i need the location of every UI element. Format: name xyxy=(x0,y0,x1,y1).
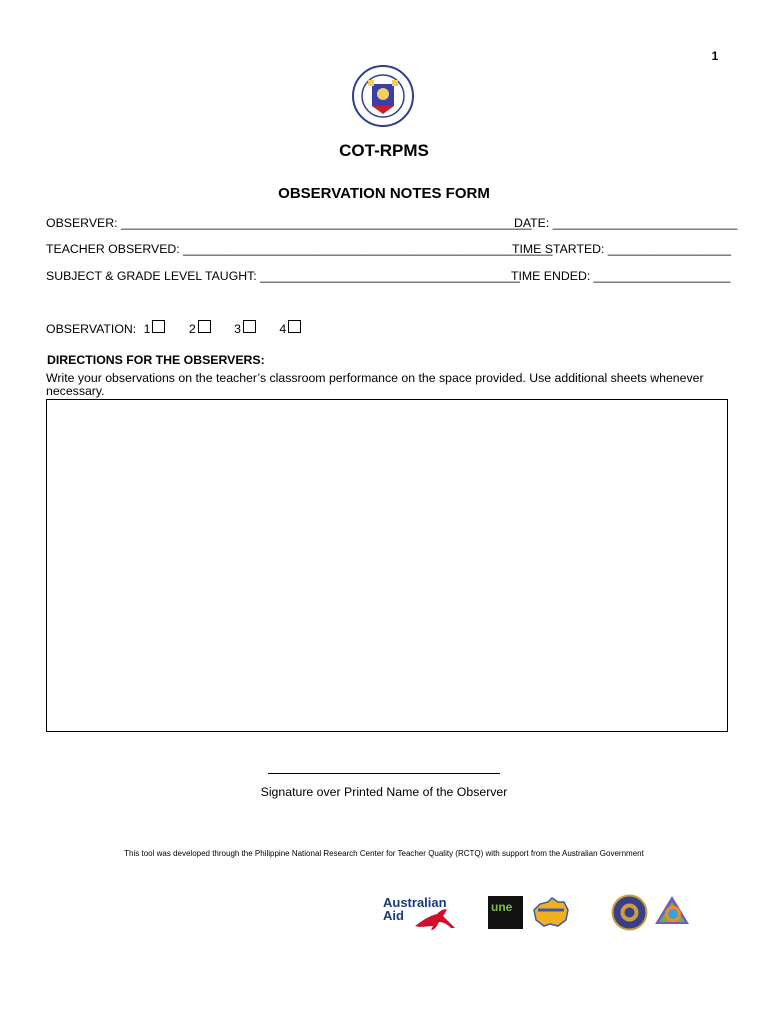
credit-text: This tool was developed through the Philippine National Research Center for Teacher Quality (RCTQ) with support from the Australian Government xyxy=(124,849,644,858)
australia-map-logo xyxy=(530,896,572,930)
australian-aid-line2: Aid xyxy=(383,908,404,923)
observation-option-3-label: 3 xyxy=(234,321,241,336)
observation-row xyxy=(46,321,321,336)
time-ended-field[interactable]: TIME ENDED: ____________________ xyxy=(511,269,731,283)
observation-option-4-label: 4 xyxy=(279,321,287,336)
observation-option-2-label: 2 xyxy=(188,321,196,336)
form-subtitle: OBSERVATION NOTES FORM xyxy=(278,185,490,202)
observation-checkbox-2[interactable] xyxy=(198,320,211,333)
observation-checkbox-3[interactable] xyxy=(243,320,256,333)
observation-label: OBSERVATION: xyxy=(46,321,137,336)
australian-aid-logo xyxy=(383,896,459,932)
time-started-field[interactable]: TIME STARTED: __________________ xyxy=(512,242,731,256)
signature-line[interactable] xyxy=(268,773,500,774)
observer-field[interactable]: OBSERVER: ____________________________________________________________ xyxy=(46,216,532,230)
directions-text: Write your observations on the teacher’s classroom performance on the space provided. Use additional sheets whenever necessary. xyxy=(46,371,704,398)
une-logo-text: une xyxy=(491,900,513,914)
rctq-logo xyxy=(653,894,691,930)
subject-grade-field[interactable]: SUBJECT & GRADE LEVEL TAUGHT: ______________________________________ xyxy=(46,269,520,283)
observation-notes-box[interactable] xyxy=(46,399,728,732)
deped-seal-small-logo xyxy=(611,894,648,931)
page-number: 1 xyxy=(711,49,719,63)
australian-aid-line1: Australian xyxy=(383,895,447,910)
observation-checkbox-1[interactable] xyxy=(152,320,165,333)
signature-label: Signature over Printed Name of the Observer xyxy=(260,785,508,799)
deped-seal-logo xyxy=(346,64,420,128)
directions-heading: DIRECTIONS FOR THE OBSERVERS: xyxy=(47,353,265,367)
teacher-observed-field[interactable]: TEACHER OBSERVED: ______________________________________________________ xyxy=(46,242,553,256)
une-logo xyxy=(488,896,523,929)
kangaroo-icon xyxy=(411,906,457,932)
form-title: COT-RPMS xyxy=(339,141,429,160)
observation-option-1-label: 1 xyxy=(143,321,151,336)
observation-checkbox-4[interactable] xyxy=(288,320,301,333)
date-field[interactable]: DATE: ___________________________ xyxy=(514,216,738,230)
